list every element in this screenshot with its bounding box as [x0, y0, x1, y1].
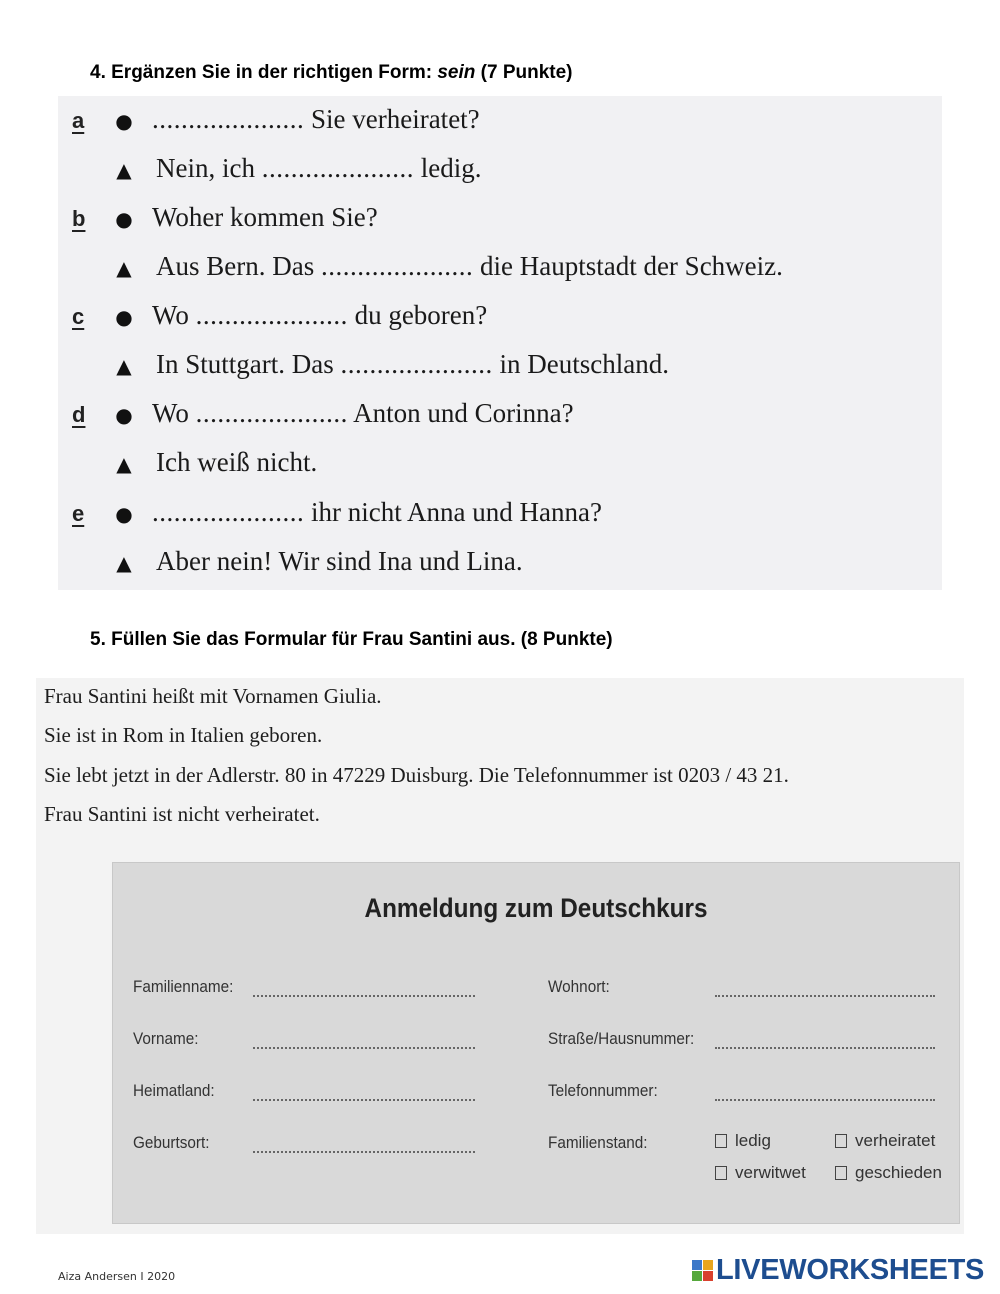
status-geschieden-option[interactable]: geschieden: [835, 1163, 942, 1183]
triangle-icon: ▲: [116, 256, 132, 280]
checkbox-icon[interactable]: [715, 1134, 727, 1148]
bullet-icon: ●: [115, 305, 133, 329]
item-letter: d: [72, 402, 86, 427]
triangle-icon: ▲: [116, 551, 132, 575]
home-country-field[interactable]: [253, 1083, 475, 1101]
info-text-line: Frau Santini heißt mit Vornamen Giulia.: [44, 684, 382, 708]
street-label: Straße/Hausnummer:: [548, 1029, 695, 1048]
answer-blank[interactable]: .....................: [152, 104, 305, 134]
answer-blank[interactable]: .....................: [195, 300, 348, 330]
status-verheiratet-option[interactable]: verheiratet: [835, 1131, 935, 1151]
checkbox-icon[interactable]: [835, 1166, 847, 1180]
info-text-line: Sie lebt jetzt in der Adlerstr. 80 in 47229 Duisburg. Die Telefonnummer ist 0203 / 43 21.: [44, 763, 789, 787]
item-letter: e: [72, 501, 85, 526]
birthplace-field[interactable]: [253, 1135, 475, 1153]
checkbox-icon[interactable]: [835, 1134, 847, 1148]
answer-blank[interactable]: .....................: [152, 497, 305, 527]
item-letter: a: [72, 108, 85, 133]
residence-label: Wohnort:: [548, 977, 610, 996]
answer-blank[interactable]: .....................: [261, 153, 414, 183]
item-letter: b: [72, 206, 86, 231]
phone-field[interactable]: [715, 1083, 935, 1101]
info-text-line: Sie ist in Rom in Italien geboren.: [44, 723, 323, 747]
bullet-icon: ●: [115, 109, 133, 133]
checkbox-icon[interactable]: [715, 1166, 727, 1180]
street-field[interactable]: [715, 1031, 935, 1049]
triangle-icon: ▲: [116, 452, 132, 476]
family-name-label: Familienname:: [133, 977, 234, 996]
birthplace-label: Geburtsort:: [133, 1133, 210, 1152]
phone-label: Telefonnummer:: [548, 1081, 658, 1100]
residence-field[interactable]: [715, 979, 935, 997]
brand-name: LIVEWORKSHEETS: [716, 1254, 985, 1286]
home-country-label: Heimatland:: [133, 1081, 215, 1100]
first-name-label: Vorname:: [133, 1029, 199, 1048]
answer-blank[interactable]: .....................: [195, 398, 348, 428]
first-name-field[interactable]: [253, 1031, 475, 1049]
form-title: Anmeldung zum Deutschkurs: [364, 893, 708, 923]
answer-blank[interactable]: .....................: [320, 251, 474, 281]
marital-status-label: Familienstand:: [548, 1133, 648, 1152]
info-text-line: Frau Santini ist nicht verheiratet.: [44, 802, 320, 826]
bullet-icon: ●: [115, 403, 133, 427]
triangle-icon: ▲: [116, 354, 132, 378]
exercise-4-heading: 4. Ergänzen Sie in der richtigen Form: sein (7 Punkte): [90, 62, 573, 83]
bullet-icon: ●: [115, 502, 133, 526]
status-ledig-option[interactable]: ledig: [715, 1131, 771, 1151]
bullet-icon: ●: [115, 207, 133, 231]
liveworksheets-logo[interactable]: [692, 1254, 984, 1287]
exercise-5-panel: [36, 678, 964, 1234]
triangle-icon: ▲: [116, 158, 132, 182]
status-verwitwet-option[interactable]: verwitwet: [715, 1163, 806, 1183]
registration-form: [112, 862, 960, 1224]
exercise-5-heading: 5. Füllen Sie das Formular für Frau Santini aus. (8 Punkte): [90, 629, 613, 650]
answer-blank[interactable]: .....................: [340, 349, 493, 379]
author-credit: Aiza Andersen I 2020: [58, 1270, 176, 1283]
family-name-field[interactable]: [253, 979, 475, 997]
item-letter: c: [72, 304, 85, 329]
exercise-4-panel: a ● ..................... Sie verheiratet? ▲ Nein, ich ..................... ledig. b ● Woher kommen Sie? ▲ Aus Bern. Das ..................... die Hauptstadt der Schweiz. c ● Wo ..................... du geboren? ▲ In Stuttgart. Das ..................... in Deutschland. d ● Wo ..................... Anton und Corinna? ▲ Ich weiß nicht. e ● ..................... ihr nicht Anna und Hanna? ▲ Aber nein! Wir sind Ina und Lina.: [58, 96, 942, 590]
logo-icon: [692, 1260, 713, 1281]
